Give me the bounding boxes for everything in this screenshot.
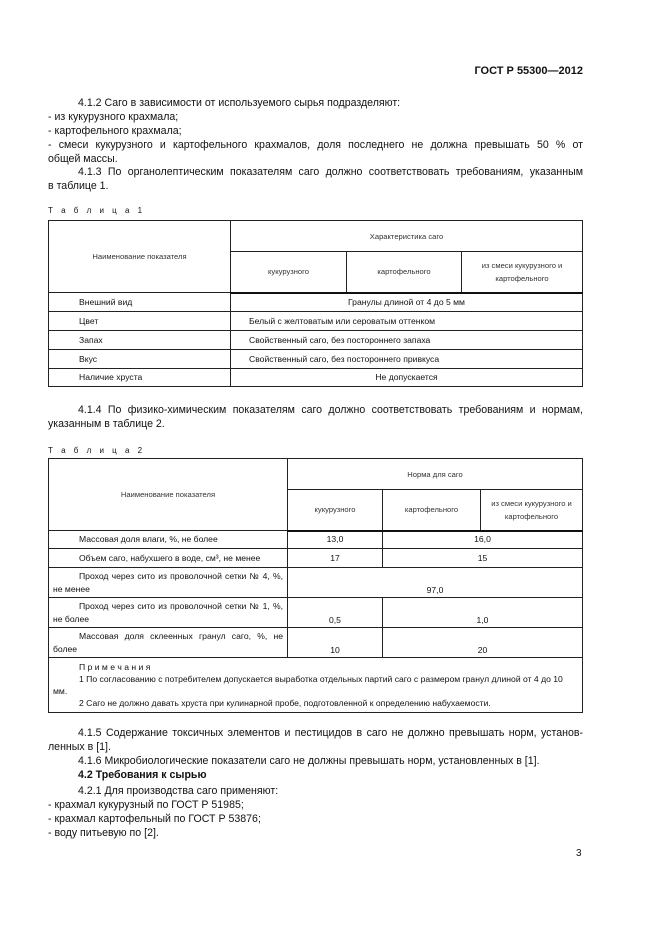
table-2 — [48, 458, 583, 713]
list-item: - смеси кукурузного и картофельного крахмалов, доля последнего не должна превышать 50 % от — [48, 139, 583, 151]
table-row: Наличие хруста Не допускается — [49, 369, 583, 387]
paragraph-line: 4.1.3 По органолептическим показателям саго должно соответствовать требованиям, указанным — [78, 166, 583, 178]
paragraph-line: 4.1.5 Содержание токсичных элементов и пестицидов в саго не должно превышать норм, установ- — [78, 727, 583, 739]
table-notes — [49, 658, 583, 713]
paragraph-line: общей массы. — [48, 153, 118, 165]
list-item: - крахмал кукурузный по ГОСТ Р 51985; — [48, 799, 244, 811]
table-row: Массовая доля влаги, %, не более 13,0 16,0 — [49, 531, 583, 549]
list-item: - из кукурузного крахмала; — [48, 111, 179, 123]
page-number: 3 — [576, 848, 582, 859]
table-row: Проход через сито из проволочной сетки № 1, %, не более 0,5 1,0 — [49, 598, 583, 628]
notes-title: П р и м е ч а н и я — [79, 662, 151, 672]
paragraph-line: 4.1.4 По физико-химическим показателям саго должно соответствовать требованиям и нормам, — [78, 404, 583, 416]
note-item: 2 Саго не должно давать хруста при кулинарной пробе, подготовленной к определению набухаемости. — [79, 698, 491, 708]
column-header: Наименование показателя — [49, 459, 288, 531]
column-header: из смеси кукурузного и картофельного — [462, 252, 583, 293]
paragraph-line: 4.2.1 Для производства саго применяют: — [78, 785, 279, 797]
table-row: Проход через сито из проволочной сетки № 4, %, не менее 97,0 — [49, 568, 583, 598]
table-1 — [48, 220, 583, 387]
list-item: - картофельного крахмала; — [48, 125, 182, 137]
table-row: Массовая доля склеенных гранул саго, %, не более 10 20 — [49, 628, 583, 658]
column-header: кукурузного — [288, 490, 383, 531]
document-header: ГОСТ Р 55300—2012 — [474, 65, 583, 77]
note-item: 1 По согласованию с потребителем допускается выработка отдельных партий саго с размером гранул длиной от 4 до 10 мм. — [53, 674, 563, 696]
table-row: Вкус Свойственный саго, без постороннего привкуса — [49, 350, 583, 369]
column-header: из смеси кукурузного и картофельного — [481, 490, 583, 531]
paragraph-line: 4.1.2 Саго в зависимости от используемого сырья подразделяют: — [78, 97, 401, 109]
column-header: картофельного — [347, 252, 462, 293]
column-header: кукурузного — [231, 252, 347, 293]
table-row: Объем саго, набухшего в воде, см³, не менее 17 15 — [49, 549, 583, 568]
column-header: Наименование показателя — [49, 221, 231, 293]
paragraph-line: в таблице 1. — [48, 180, 109, 192]
list-item: - воду питьевую по [2]. — [48, 827, 159, 839]
paragraph-line: указанным в таблице 2. — [48, 418, 165, 430]
paragraph-line: 4.1.6 Микробиологические показатели саго не должны превышать норм, установленных в [1]. — [78, 755, 540, 767]
table-row: Цвет Белый с желтоватым или сероватым оттенком — [49, 312, 583, 331]
column-group-header: Норма для саго — [288, 459, 583, 490]
table-row: Запах Свойственный саго, без постороннего запаха — [49, 331, 583, 350]
paragraph-line: ленных в [1]. — [48, 741, 111, 753]
column-header: картофельного — [383, 490, 481, 531]
column-group-header: Характеристика саго — [231, 221, 583, 252]
list-item: - крахмал картофельный по ГОСТ Р 53876; — [48, 813, 261, 825]
section-heading: 4.2 Требования к сырью — [78, 769, 207, 781]
table2-label: Т а б л и ц а 2 — [48, 446, 146, 455]
table-row: Внешний вид Гранулы длиной от 4 до 5 мм — [49, 293, 583, 312]
table1-label: Т а б л и ц а 1 — [48, 206, 146, 215]
